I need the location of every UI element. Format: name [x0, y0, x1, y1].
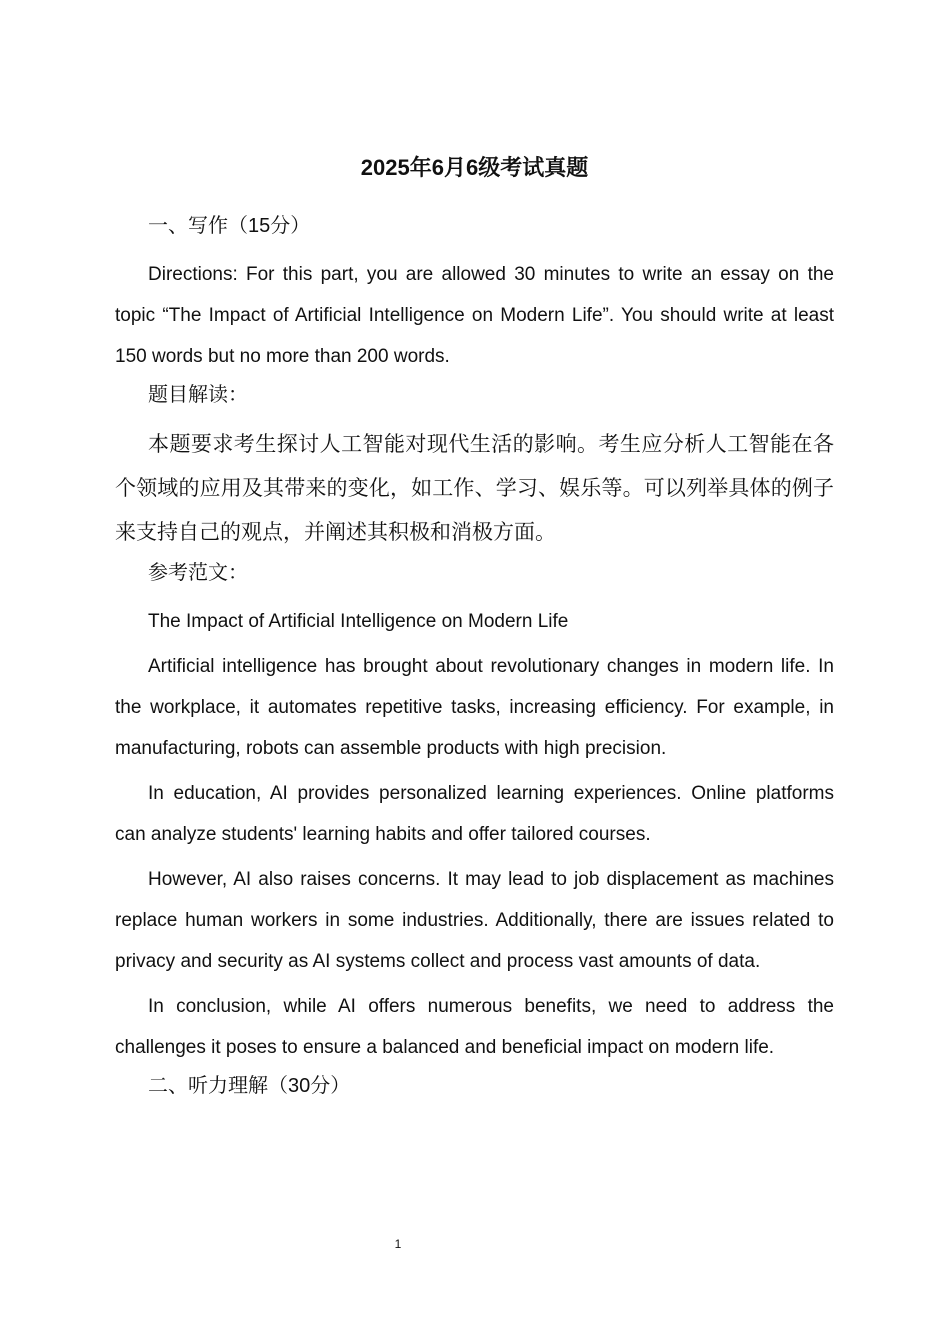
analysis-heading: 题目解读： [148, 384, 248, 406]
analysis-paragraph: 本题要求考生探讨人工智能对现代生活的影响。考生应分析人工智能在各个领域的应用及其带来的变化，如工作、学习、娱乐等。可以列举具体的例子来支持自己的观点，并阐述其积极和消极方面。 [115, 433, 834, 544]
essay-title: The Impact of Artificial Intelligence on Modern Life [148, 611, 569, 632]
section-heading-listening: 二、听力理解（30分） [148, 1075, 351, 1097]
section-heading-writing: 一、写作（15分） [148, 215, 311, 237]
document-body [115, 146, 834, 1114]
essay-paragraph: Artificial intelligence has brought about revolutionary changes in modern life. In the workplace, it automates repetitive tasks, increasing efficiency. For example, in manufacturing, robots can assemble products with high precision. [115, 656, 834, 759]
document-title: 2025年6月6级考试真题 [360, 155, 589, 180]
essay-paragraph: In conclusion, while AI offers numerous benefits, we need to address the challenges it poses to ensure a balanced and beneficial impact on modern life. [115, 996, 834, 1058]
essay-paragraph: However, AI also raises concerns. It may lead to job displacement as machines replace human workers in some industries. Additionally, there are issues related to privacy and security as AI systems collect and process vast amounts of data. [115, 869, 834, 972]
page-number: 1 [394, 1237, 402, 1251]
directions-paragraph: Directions: For this part, you are allowed 30 minutes to write an essay on the topic “The Impact of Artificial Intelligence on Modern Life”. You should write at least 150 words but no more than 200 words. [115, 264, 834, 367]
essay-paragraph: In education, AI provides personalized learning experiences. Online platforms can analyze students' learning habits and offer tailored courses. [115, 783, 834, 845]
sample-essay-heading: 参考范文： [148, 562, 248, 584]
